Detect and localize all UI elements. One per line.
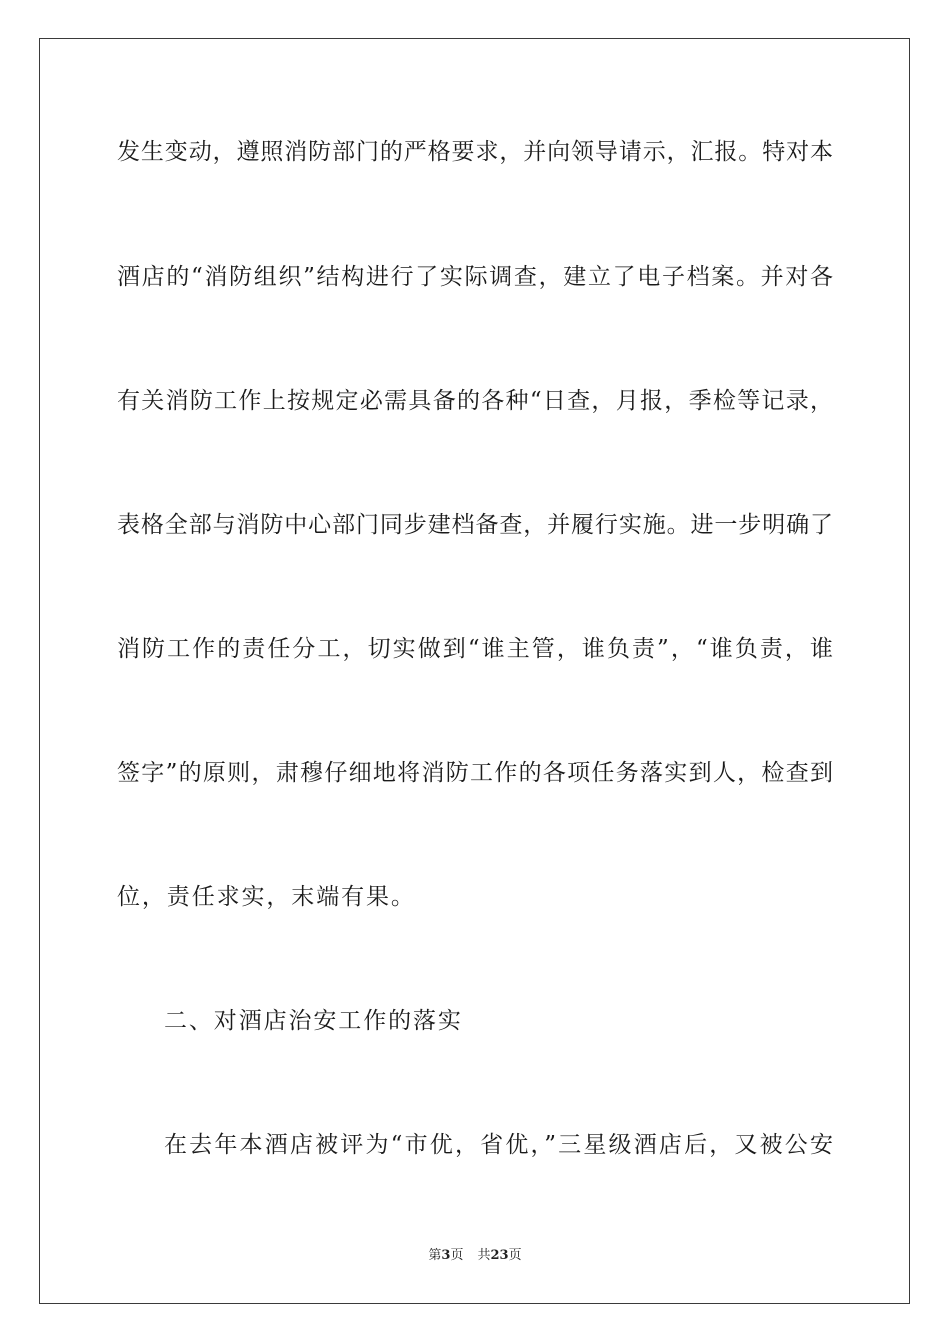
- section-heading: 二、对酒店治安工作的落实: [164, 1008, 463, 1034]
- total-suffix: 页: [508, 1248, 522, 1263]
- paragraph-line-6: 签字”的原则，肃穆仔细地将消防工作的各项任务落实到人，检查到: [117, 760, 833, 786]
- page-number: 3: [441, 1248, 451, 1263]
- paragraph-line-2: 酒店的“消防组织”结构进行了实际调查，建立了电子档案。并对各: [117, 264, 833, 290]
- section-first-line: 在去年本酒店被评为“市优，省优，”三星级酒店后，又被公安: [164, 1132, 833, 1158]
- page-prefix: 第: [428, 1248, 442, 1263]
- page-suffix: 页: [450, 1248, 464, 1263]
- page-border: [39, 38, 910, 1304]
- paragraph-line-3: 有关消防工作上按规定必需具备的各种“日查，月报，季检等记录，: [117, 388, 833, 414]
- paragraph-line-4: 表格全部与消防中心部门同步建档备查，并履行实施。进一步明确了: [117, 512, 833, 538]
- paragraph-line-7: 位，责任求实，末端有果。: [117, 884, 416, 910]
- paragraph-line-5: 消防工作的责任分工，切实做到“谁主管，谁负责”，“谁负责，谁: [117, 636, 833, 662]
- total-pages: 23: [490, 1248, 509, 1263]
- page-footer: [0, 1247, 950, 1265]
- paragraph-line-1: 发生变动，遵照消防部门的严格要求，并向领导请示，汇报。特对本: [117, 139, 833, 165]
- total-prefix: 共: [477, 1248, 491, 1263]
